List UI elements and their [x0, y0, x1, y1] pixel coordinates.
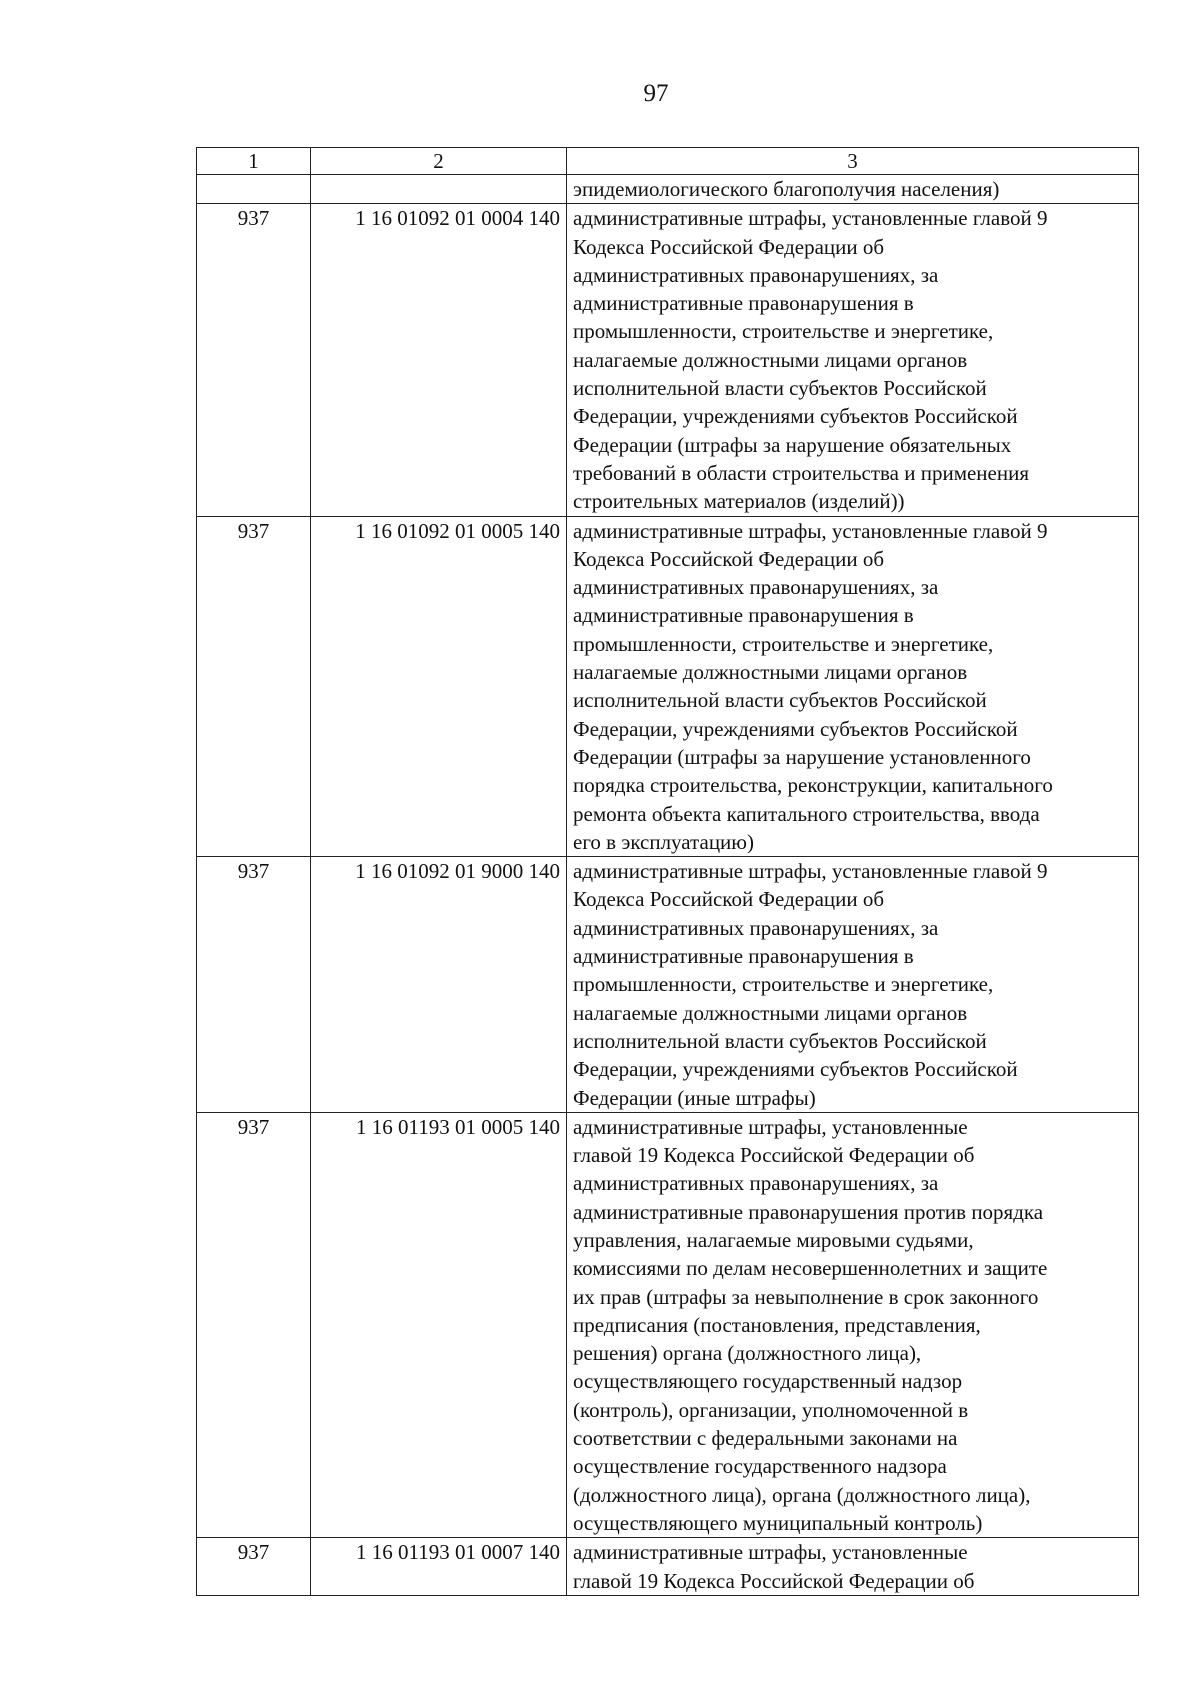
table-header-row	[197, 148, 1139, 175]
description-line: (должностного лица), органа (должностного лица),	[573, 1482, 1031, 1507]
description-line: административных правонарушениях, за	[573, 1171, 939, 1196]
description-line: административные штрафы, установленные главой 9	[573, 518, 1048, 543]
description-line: строительных материалов (изделий))	[573, 489, 905, 514]
description-line: Кодекса Российской Федерации об	[573, 546, 885, 571]
admin-code-cell	[197, 175, 311, 204]
description-line: административных правонарушениях, за	[573, 575, 939, 600]
description-line: административных правонарушениях, за	[573, 262, 939, 287]
description-cell	[567, 1538, 1139, 1596]
column-header-3: 3	[567, 148, 1139, 175]
budget-code-cell: 1 16 01092 01 0005 140	[311, 516, 567, 857]
description-cell	[567, 175, 1139, 204]
budget-code-cell: 1 16 01092 01 0004 140	[311, 204, 567, 516]
description-line: эпидемиологического благополучия населения)	[573, 177, 1000, 201]
description-line: налагаемые должностными лицами органов	[573, 1000, 968, 1025]
description-line: промышленности, строительстве и энергетике,	[573, 972, 994, 997]
budget-code-cell	[311, 175, 567, 204]
description-line: требований в области строительства и применения	[573, 460, 1030, 485]
description-cell	[567, 857, 1139, 1113]
description-line: административные правонарушения в	[573, 291, 914, 316]
description-line: промышленности, строительстве и энергетике,	[573, 319, 994, 344]
description-line: осуществление государственного надзора	[573, 1454, 947, 1479]
description-line: Федерации, учреждениями субъектов Российской	[573, 716, 1018, 741]
description-line: налагаемые должностными лицами органов	[573, 660, 968, 685]
description-line: исполнительной власти субъектов Российской	[573, 376, 987, 401]
description-line: административные правонарушения против порядка	[573, 1199, 1044, 1224]
description-line: ремонта объекта капитального строительства, ввода	[573, 801, 1040, 826]
table-row	[197, 857, 1139, 1113]
description-line: (контроль), организации, уполномоченной в	[573, 1397, 969, 1422]
description-line: административные правонарушения в	[573, 944, 914, 969]
description-line: решения) органа (должностного лица),	[573, 1341, 922, 1366]
description-line: исполнительной власти субъектов Российской	[573, 688, 987, 713]
description-line: предписания (постановления, представления,	[573, 1312, 981, 1337]
budget-code-cell: 1 16 01193 01 0007 140	[311, 1538, 567, 1596]
table-row	[197, 1112, 1139, 1537]
description-line: административных правонарушениях, за	[573, 915, 939, 940]
description-line: административные правонарушения в	[573, 603, 914, 628]
description-line: Кодекса Российской Федерации об	[573, 887, 885, 912]
description-line: административные штрафы, установленные главой 9	[573, 206, 1048, 231]
description-line: соответствии с федеральными законами на	[573, 1426, 958, 1451]
description-line: промышленности, строительстве и энергетике,	[573, 631, 994, 656]
admin-code-cell: 937	[197, 857, 311, 1113]
description-line: Федерации (штрафы за нарушение обязательных	[573, 432, 1012, 457]
column-header-1: 1	[197, 148, 311, 175]
table-row	[197, 1538, 1139, 1596]
admin-code-cell: 937	[197, 516, 311, 857]
description-line: управления, налагаемые мировыми судьями,	[573, 1227, 974, 1252]
description-line: налагаемые должностными лицами органов	[573, 347, 968, 372]
description-line: его в эксплуатацию)	[573, 829, 754, 854]
budget-code-cell: 1 16 01092 01 9000 140	[311, 857, 567, 1113]
description-line: административные штрафы, установленные главой 9	[573, 859, 1048, 884]
description-line: административные штрафы, установленные	[573, 1114, 968, 1139]
description-cell	[567, 204, 1139, 516]
description-line: осуществляющего муниципальный контроль)	[573, 1510, 983, 1535]
description-line: главой 19 Кодекса Российской Федерации об	[573, 1143, 975, 1168]
description-line: главой 19 Кодекса Российской Федерации об	[573, 1568, 975, 1593]
description-line: Федерации (штрафы за нарушение установленного	[573, 744, 1031, 769]
admin-code-cell: 937	[197, 1112, 311, 1537]
table-body	[197, 148, 1139, 1596]
table-row	[197, 204, 1139, 516]
admin-code-cell: 937	[197, 1538, 311, 1596]
page-number: 97	[643, 80, 669, 107]
description-line: исполнительной власти субъектов Российской	[573, 1028, 987, 1053]
budget-code-cell: 1 16 01193 01 0005 140	[311, 1112, 567, 1537]
description-line: Федерации (иные штрафы)	[573, 1085, 816, 1110]
description-line: порядка строительства, реконструкции, капитального	[573, 773, 1053, 798]
description-line: осуществляющего государственный надзор	[573, 1369, 963, 1394]
description-cell	[567, 1112, 1139, 1537]
description-cell	[567, 516, 1139, 857]
table-row	[197, 175, 1139, 204]
description-line: Федерации, учреждениями субъектов Российской	[573, 404, 1018, 429]
description-line: комиссиями по делам несовершеннолетних и защите	[573, 1256, 1048, 1281]
admin-code-cell: 937	[197, 204, 311, 516]
description-line: Кодекса Российской Федерации об	[573, 234, 885, 259]
description-line: административные штрафы, установленные	[573, 1540, 968, 1565]
column-header-2: 2	[311, 148, 567, 175]
budget-classification-table	[196, 147, 1139, 1596]
description-line: их прав (штрафы за невыполнение в срок законного	[573, 1284, 1039, 1309]
description-line: Федерации, учреждениями субъектов Российской	[573, 1057, 1018, 1082]
table-row	[197, 516, 1139, 857]
